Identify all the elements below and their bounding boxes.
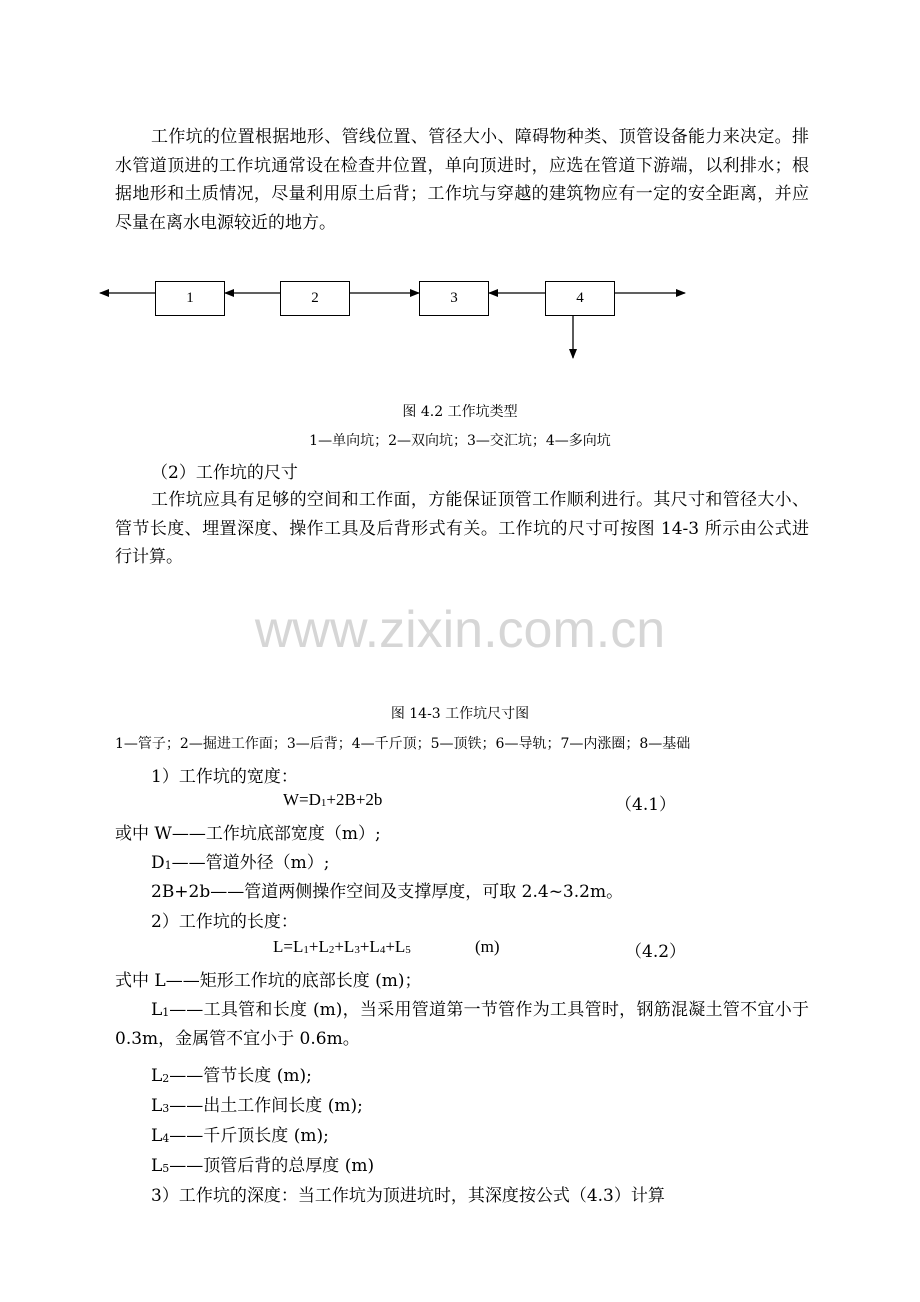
def-l1: $L_1——$工具管和长度 (m)，当采用管道第一节管作为工具管时，钢筋混凝土管不宜小于 0.3m，金属管不宜小于 0.6m。 (115, 1000, 809, 1049)
def-w: 或中 W——工作坑底部宽度（m）; (115, 824, 381, 844)
figure-4-2-title: 图 4.2 工作坑类型 (402, 404, 518, 420)
width-heading: 1）工作坑的宽度： (151, 767, 298, 787)
pit-box-4: 4 (545, 281, 615, 316)
figure-4-2-legend: 1—单向坑；2—双向坑；3—交汇坑；4—多向坑 (309, 433, 611, 449)
pit-box-2: 2 (280, 281, 350, 316)
watermark: www.zixin.com.cn (254, 601, 666, 659)
paragraph-size: 工作坑应具有足够的空间和工作面，方能保证顶管工作顺利进行。其尺寸和管径大小、管节长度、埋置深度、操作工具及后背形式有关。工作坑的尺寸可按图 14-3 所示由公式进行计算。 (115, 490, 809, 567)
def-l3: $L_3——$出土工作间长度 (m); (151, 1096, 363, 1116)
section-heading: （2）工作坑的尺寸 (151, 463, 298, 483)
paragraph-intro: 工作坑的位置根据地形、管线位置、管径大小、障碍物种类、顶管设备能力来决定。排水管道顶进的工作坑通常设在检查井位置，单向顶进时，应选在管道下游端，以利排水；根据地形和土质情况，尽量利用原土后背；工作坑与穿越的建筑物应有一定的安全距离，并应尽量在离水电源较近的地方。 (115, 127, 809, 233)
formula-length-unit: (m) (475, 937, 500, 956)
depth-heading: 3）工作坑的深度：当工作坑为顶进坑时，其深度按公式（4.3）计算 (151, 1186, 665, 1206)
figure-14-3-title: 图 14-3 工作坑尺寸图 (390, 706, 530, 722)
def-l: 式中 L——矩形工作坑的底部长度 (m)； (115, 971, 422, 991)
pit-box-3: 3 (419, 281, 489, 316)
formula-length: $L=L_1+L_2+L_3+L_4+L_5$ (273, 937, 411, 956)
def-d1: $D_1——$管道外径（m）; (151, 853, 330, 873)
formula-number-4-1: （4.1） (615, 795, 677, 815)
formula-width: $W=D_1+2B+2b$ (283, 790, 383, 809)
def-l2: $L_2——$管节长度 (m); (151, 1066, 312, 1086)
def-l4: $L_4——$千斤顶长度 (m); (151, 1126, 329, 1146)
pit-box-1: 1 (155, 281, 225, 316)
figure-14-3-legend: 1—管子；2—掘进工作面；3—后背；4—千斤顶；5—顶铁；6—导轨；7—内涨圈；8—基础 (115, 736, 691, 752)
def-l5: $L_5——$顶管后背的总厚度 (m) (151, 1156, 375, 1176)
def-2b2b: 2B+2b——管道两侧操作空间及支撑厚度，可取 2.4~3.2m。 (151, 882, 624, 902)
formula-number-4-2: （4.2） (625, 942, 687, 962)
length-heading: 2）工作坑的长度： (151, 912, 298, 932)
